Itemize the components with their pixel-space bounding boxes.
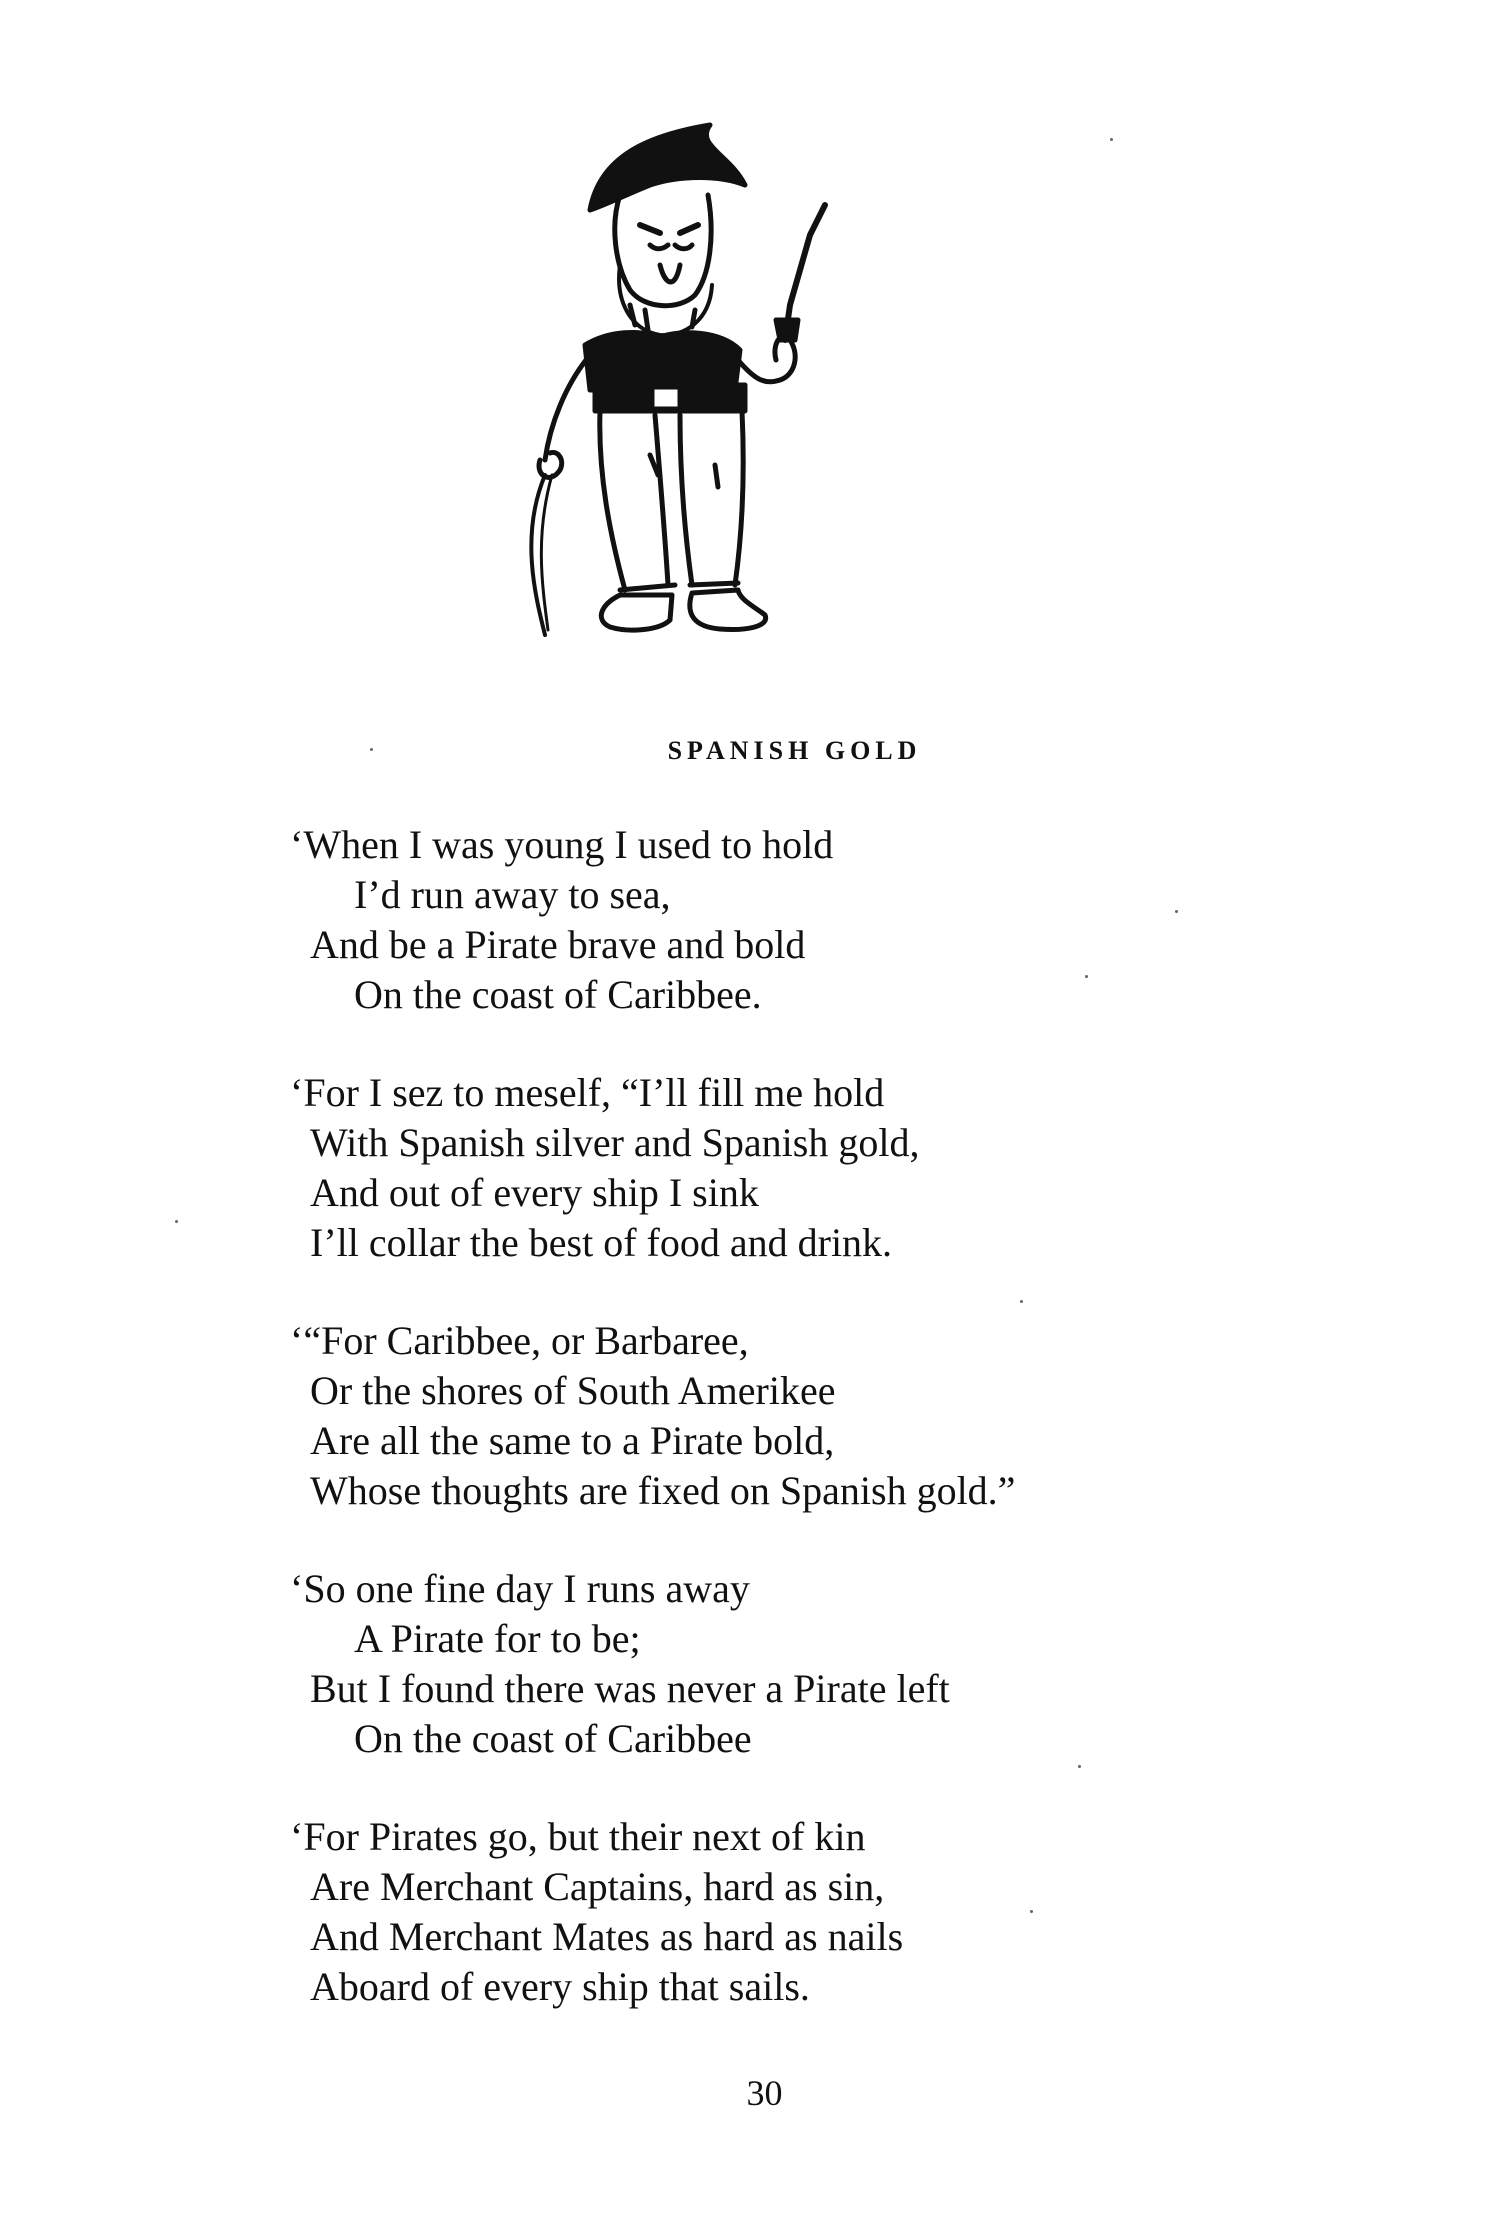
stanza xyxy=(290,1068,1290,1268)
poem-line: A Pirate for to be; xyxy=(354,1616,641,1661)
print-speck xyxy=(1030,1910,1033,1913)
poem-line: On the coast of Caribbee xyxy=(354,1716,752,1761)
pirate-illustration-icon xyxy=(480,115,860,695)
poem-line: And out of every ship I sink xyxy=(310,1170,759,1215)
poem-line: Whose thoughts are fixed on Spanish gold.” xyxy=(310,1468,1016,1513)
poem-line: And be a Pirate brave and bold xyxy=(310,922,806,967)
poem-line: And Merchant Mates as hard as nails xyxy=(310,1914,904,1959)
poem-line: ‘For Pirates go, but their next of kin xyxy=(290,1814,866,1859)
poem-line: Are all the same to a Pirate bold, xyxy=(310,1418,835,1463)
print-speck xyxy=(1078,1765,1081,1768)
print-speck xyxy=(1020,1300,1023,1303)
stanza xyxy=(290,1316,1290,1516)
print-speck xyxy=(1110,138,1113,141)
poem-line: Or the shores of South Amerikee xyxy=(310,1368,836,1413)
poem-line: Aboard of every ship that sails. xyxy=(310,1964,810,2009)
poem-line: I’ll collar the best of food and drink. xyxy=(310,1220,893,1265)
stanza xyxy=(290,1564,1290,1764)
poem-line: On the coast of Caribbee. xyxy=(354,972,762,1017)
stanza xyxy=(290,820,1290,1020)
print-speck xyxy=(1085,975,1088,978)
poem-line: ‘When I was young I used to hold xyxy=(290,822,834,867)
poem-line: Are Merchant Captains, hard as sin, xyxy=(310,1864,885,1909)
stanza xyxy=(290,1812,1290,2012)
poem-line: ‘For I sez to meself, “I’ll fill me hold xyxy=(290,1070,885,1115)
poem-line: ‘So one fine day I runs away xyxy=(290,1566,750,1611)
poem-body xyxy=(290,820,1290,2060)
poem-line: I’d run away to sea, xyxy=(354,872,671,917)
print-speck xyxy=(175,1220,178,1223)
poem-line: But I found there was never a Pirate left xyxy=(310,1666,950,1711)
poem-line: With Spanish silver and Spanish gold, xyxy=(310,1120,920,1165)
poem-line: ‘“For Caribbee, or Barbaree, xyxy=(290,1318,749,1363)
print-speck xyxy=(1175,910,1178,913)
page-number: 30 xyxy=(746,2073,783,2113)
print-speck xyxy=(370,748,373,751)
poem-title: SPANISH GOLD xyxy=(667,736,922,765)
